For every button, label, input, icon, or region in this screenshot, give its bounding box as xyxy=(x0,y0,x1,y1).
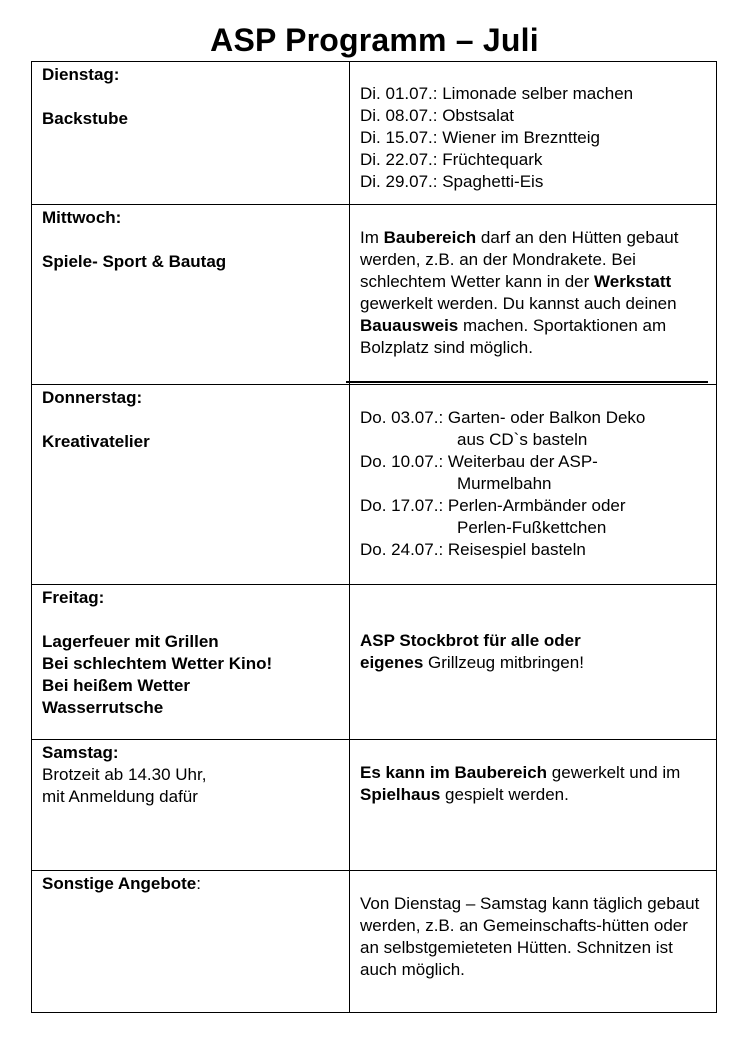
theme-line: Wasserrutsche xyxy=(42,698,164,717)
description-text: Von Dienstag – Samstag kann täglich gebaut werden, z.B. an Gemeinschafts-hütten oder an selbstgemieteten Hütten. Schnitzen ist auch möglich. xyxy=(360,894,700,979)
list-item: Di. 22.07.: Früchtequark xyxy=(360,150,543,169)
day-cell xyxy=(32,385,350,585)
table-row xyxy=(32,62,717,205)
detail-cell xyxy=(350,871,717,1013)
list-item: Di. 29.07.: Spaghetti-Eis xyxy=(360,172,544,191)
theme-label: Spiele- Sport & Bautag xyxy=(42,252,227,271)
detail-cell xyxy=(350,205,717,385)
day-cell xyxy=(32,585,350,740)
description-line: ASP Stockbrot für alle oder xyxy=(360,631,581,650)
day-cell xyxy=(32,62,350,205)
schedule-table xyxy=(31,61,717,1013)
detail-cell xyxy=(350,740,717,871)
divider-line xyxy=(346,381,708,383)
list-item: Di. 01.07.: Limonade selber machen xyxy=(360,84,634,103)
list-item: Do. 24.07.: Reisespiel basteln xyxy=(360,540,586,559)
day-label: Freitag: xyxy=(42,588,105,607)
theme-line: Bei heißem Wetter xyxy=(42,676,191,695)
theme-line: Lagerfeuer mit Grillen xyxy=(42,632,219,651)
page-title: ASP Programm – Juli xyxy=(210,22,539,58)
theme-label: Kreativatelier xyxy=(42,432,150,451)
info-line: Brotzeit ab 14.30 Uhr, xyxy=(42,765,207,784)
info-line: mit Anmeldung dafür xyxy=(42,787,198,806)
day-label: Donnerstag: xyxy=(42,388,143,407)
list-item: Do. 10.07.: Weiterbau der ASP- Murmelbahn xyxy=(360,452,598,493)
detail-cell xyxy=(350,62,717,205)
day-cell xyxy=(32,871,350,1013)
day-label: Dienstag: xyxy=(42,65,120,84)
table-row xyxy=(32,585,717,740)
list-item: Do. 17.07.: Perlen-Armbänder oder Perlen-Fußkettchen xyxy=(360,496,626,537)
list-item: Do. 03.07.: Garten- oder Balkon Deko aus CD`s basteln xyxy=(360,408,646,449)
description-text: Im Baubereich darf an den Hütten gebaut werden, z.B. an der Mondrakete. Bei schlechtem Wetter kann in der Werkstatt gewerkelt werden. Du kannst auch deinen Bauausweis machen. Sportaktionen am Bolzplatz sind möglich. xyxy=(360,228,679,357)
table-row xyxy=(32,385,717,585)
description-text: Es kann im Baubereich gewerkelt und im Spielhaus gespielt werden. xyxy=(360,763,681,804)
list-item: Di. 15.07.: Wiener im Brezntteig xyxy=(360,128,600,147)
detail-cell xyxy=(350,585,717,740)
detail-cell xyxy=(350,385,717,585)
description-line: eigenes Grillzeug mitbringen! xyxy=(360,653,584,672)
day-label: Mittwoch: xyxy=(42,208,122,227)
day-label: Sonstige Angebote: xyxy=(42,874,201,893)
table-row xyxy=(32,871,717,1013)
table-row xyxy=(32,740,717,871)
theme-label: Backstube xyxy=(42,109,128,128)
day-cell xyxy=(32,205,350,385)
list-item: Di. 08.07.: Obstsalat xyxy=(360,106,515,125)
day-cell xyxy=(32,740,350,871)
theme-line: Bei schlechtem Wetter Kino! xyxy=(42,654,273,673)
day-label: Samstag: xyxy=(42,743,119,762)
table-row xyxy=(32,205,717,385)
